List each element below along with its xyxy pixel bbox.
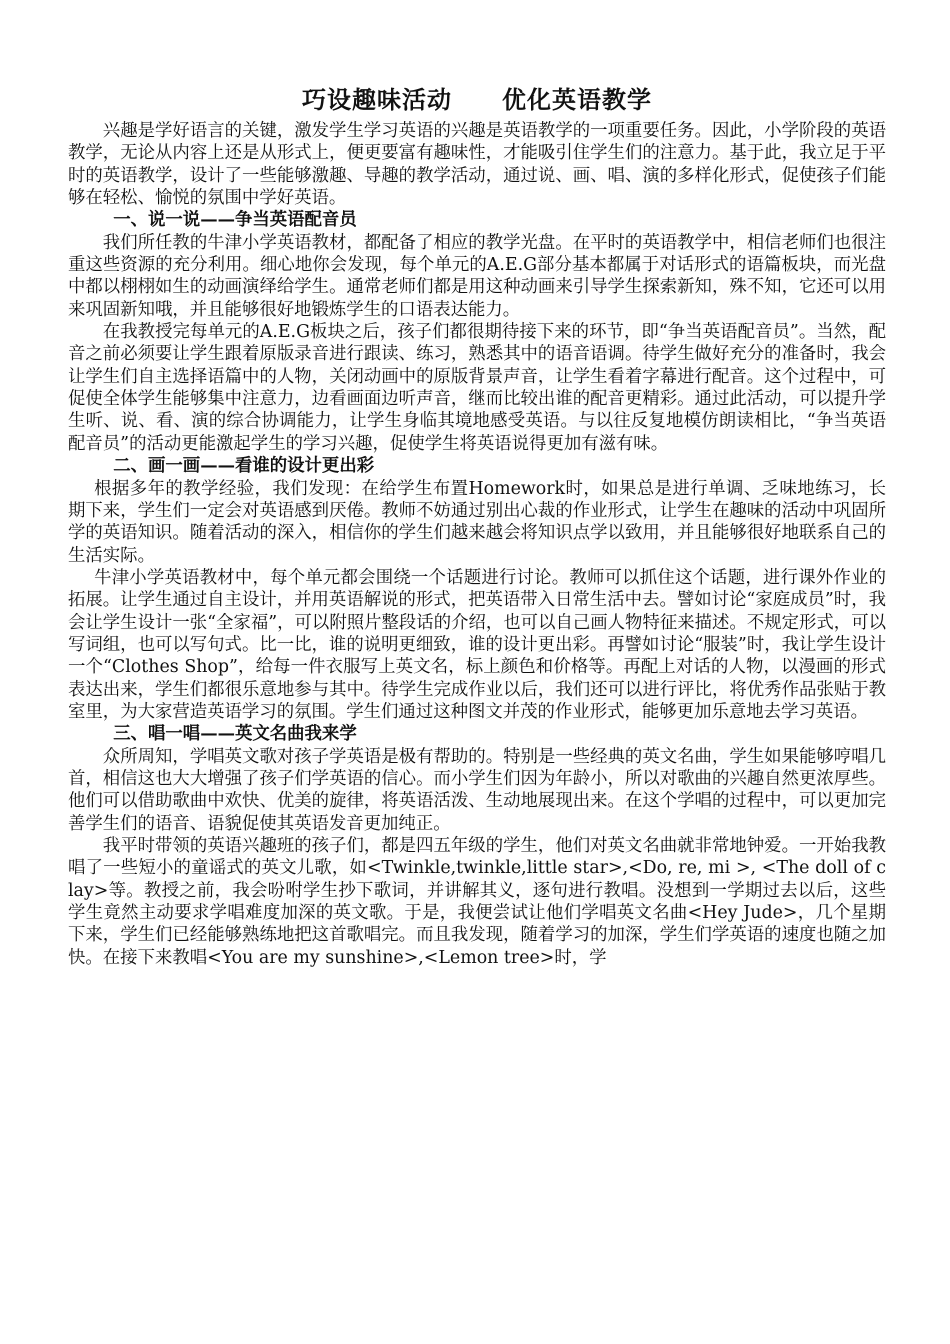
section-2-heading: 二、画一画——看谁的设计更出彩: [113, 456, 375, 477]
section-3-heading: 三、唱一唱——英文名曲我来学: [113, 724, 357, 745]
section-1-paragraph-2: 在我教授完每单元的A.E.G板块之后，孩子们都很期待接下来的环节，即“争当英语配音员”。当然，配音之前必须要让学生跟着原版录音进行跟读、练习，熟悉其中的语音语调。待学生做好充分的准备时，我会让学生们自主选择语篇中的人物，关闭动画中的原版背景声音，让学生看着字幕进行配音。这个过程中，可促使全体学生能够集中注意力，边看画面边听声音，继而比较出谁的配音更精彩。通过此活动，可以提升学生听、说、看、演的综合协调能力，让学生身临其境地感受英语。与以往反复地模仿朗读相比，“争当英语配音员”的活动更能激起学生的学习兴趣，促使学生将英语说得更加有滋有味。: [68, 322, 886, 454]
section-2-paragraph-2: 牛津小学英语教材中，每个单元都会围绕一个话题进行讨论。教师可以抓住这个话题，进行课外作业的拓展。让学生通过自主设计，并用英语解说的形式，把英语带入日常生活中去。譬如讨论“家庭成员”时，我会让学生设计一张“全家福”，可以附照片整段话的介绍，也可以自己画人物特征来描述。不规定形式，可以写词组，也可以写句式。比一比，谁的说明更细致，谁的设计更出彩。再譬如讨论“服装”时，我让学生设计一个“Clothes Shop”，给每一件衣服写上英文名，标上颜色和价格等。再配上对话的人物，以漫画的形式表达出来，学生们都很乐意地参与其中。待学生完成作业以后，我们还可以进行评比，将优秀作品张贴于教室里，为大家营造英语学习的氛围。学生们通过这种图文并茂的作业形式，能够更加乐意地去学习英语。: [68, 567, 886, 722]
section-2-paragraph-1: 根据多年的教学经验，我们发现：在给学生布置Homework时，如果总是进行单调、乏味地练习，长期下来，学生们一定会对英语感到厌倦。教师不妨通过别出心裁的作业形式，让学生在趣味的活动中巩固所学的英语知识。随着活动的深入，相信你的学生们越来越会将知识点学以致用，并且能够很好地联系自己的生活实际。: [68, 478, 886, 566]
section-3-paragraph-1: 众所周知，学唱英文歌对孩子学英语是极有帮助的。特别是一些经典的英文名曲，学生如果能够哼唱几首，相信这也大大增强了孩子们学英语的信心。而小学生们因为年龄小，所以对歌曲的兴趣自然更浓厚些。他们可以借助歌曲中欢快、优美的旋律，将英语活泼、生动地展现出来。在这个学唱的过程中，可以更加完善学生们的语音、语貌促使其英语发音更加纯正。: [68, 746, 886, 834]
section-1-paragraph-1: 我们所任教的牛津小学英语教材，都配备了相应的教学光盘。在平时的英语教学中，相信老师们也很注重这些资源的充分利用。细心地你会发现，每个单元的A.E.G部分基本都属于对话形式的语篇板块，而光盘中都以栩栩如生的动画演绎给学生。通常老师们都是用这种动画来引导学生探索新知，殊不知，它还可以用来巩固新知哦，并且能够很好地锻炼学生的口语表达能力。: [68, 232, 886, 320]
document-title: 巧设趣味活动 优化英语教学: [302, 85, 652, 114]
document-page: [68, 82, 886, 969]
section-1-heading: 一、说一说——争当英语配音员: [113, 210, 357, 231]
intro-paragraph: 兴趣是学好语言的关键，激发学生学习英语的兴趣是英语教学的一项重要任务。因此，小学阶段的英语教学，无论从内容上还是从形式上，便更要富有趣味性，才能吸引住学生们的注意力。基于此，我立足于平时的英语教学，设计了一些能够激趣、导趣的教学活动，通过说、画、唱、演的多样化形式，促使孩子们能够在轻松、愉悦的氛围中学好英语。: [68, 121, 886, 209]
section-3-paragraph-2: 我平时带领的英语兴趣班的孩子们，都是四五年级的学生，他们对英文名曲就非常地钟爱。一开始我教唱了一些短小的童谣式的英文儿歌，如<Twinkle,twinkle,little star>,<Do, re, mi >, <The doll of clay>等。教授之前，我会吩咐学生抄下歌词，并讲解其义，逐句进行教唱。没想到一学期过去以后，这些学生竟然主动要求学唱难度加深的英文歌。于是，我便尝试让他们学唱英文名曲<Hey Jude>，几个星期下来，学生们已经能够熟练地把这首歌唱完。而且我发现，随着学习的加深，学生们学英语的速度也随之加快。在接下来教唱<You are my sunshine>,<Lemon tree>时，学: [68, 836, 886, 968]
